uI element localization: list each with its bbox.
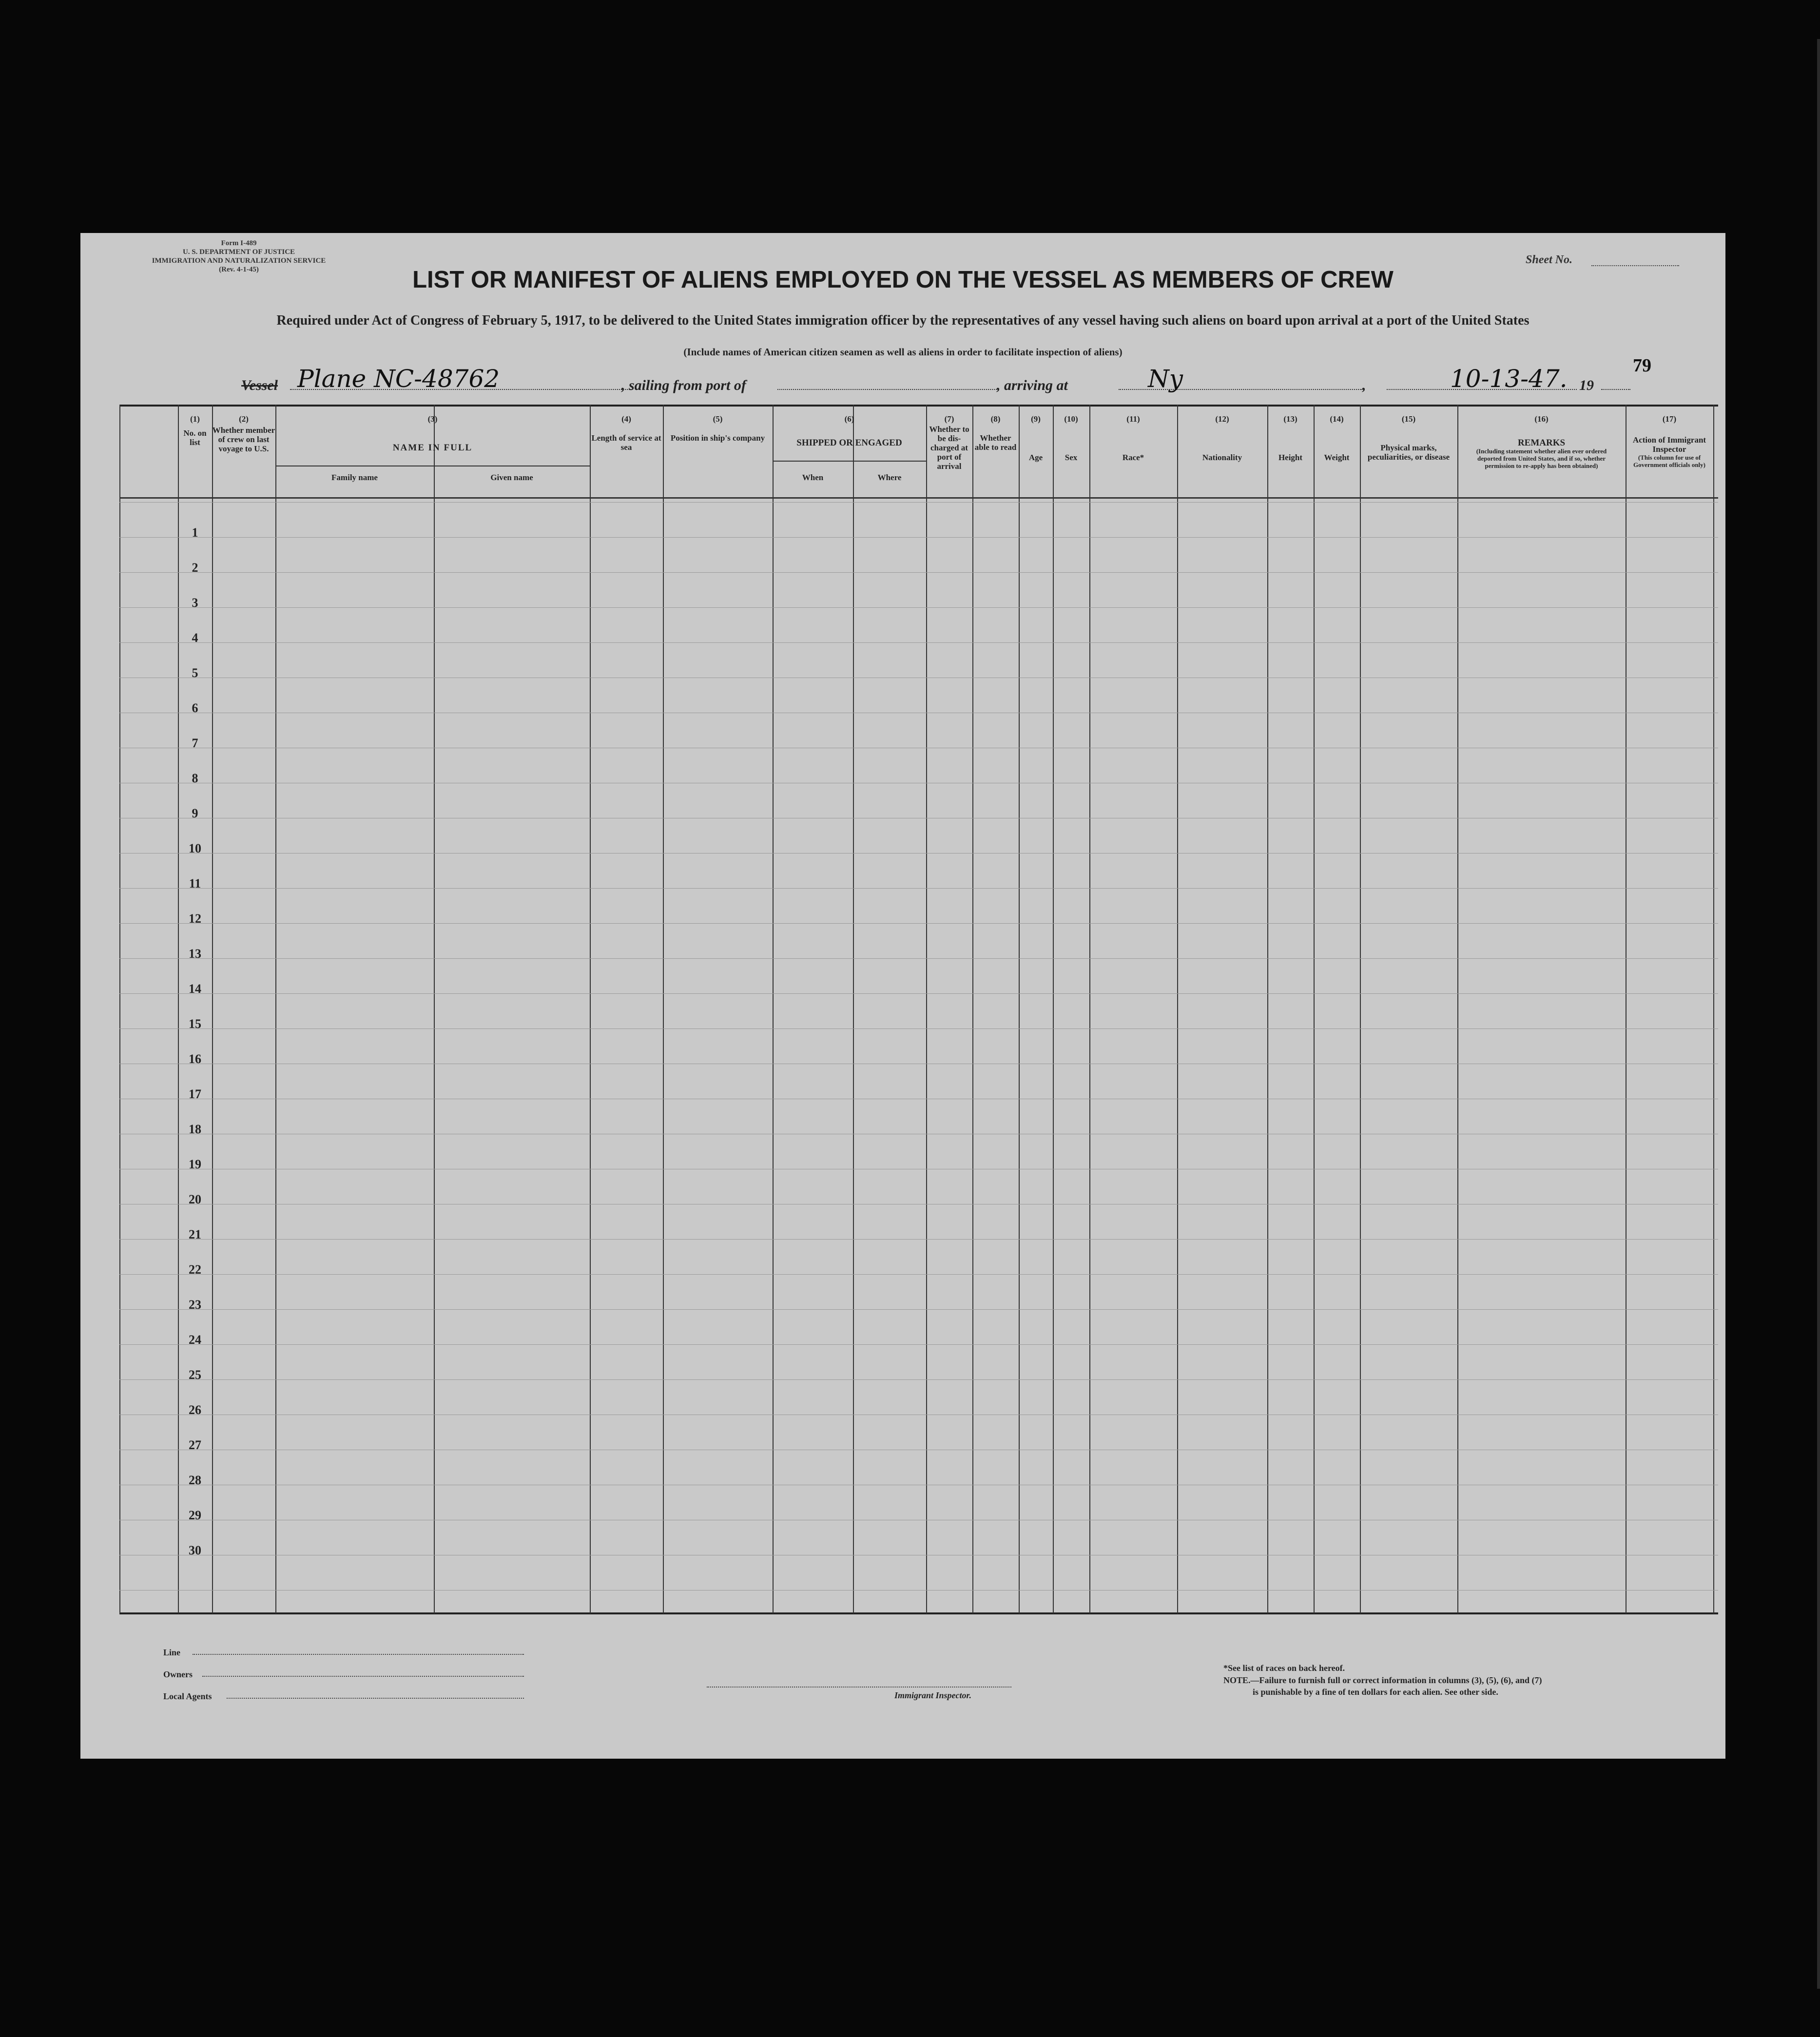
row-rule: [119, 923, 1718, 924]
row-number: 9: [192, 806, 198, 820]
row-number: 29: [189, 1508, 201, 1522]
row-number: 20: [189, 1192, 201, 1206]
row-number: 2: [192, 561, 198, 575]
row-number: 25: [189, 1368, 201, 1382]
revision: (Rev. 4-1-45): [219, 266, 259, 273]
col15-header: (15) Physical marks, peculiarities, or disease: [1367, 414, 1450, 462]
row-number: 26: [189, 1403, 201, 1417]
row-number: 24: [189, 1333, 201, 1347]
row-rule: [119, 888, 1718, 889]
row-rule: [119, 1239, 1718, 1240]
row-number: 6: [192, 701, 198, 715]
row-number: 19: [189, 1157, 201, 1171]
col13-header: (13) Height: [1278, 414, 1303, 462]
sailing-label: , sailing from port of: [621, 377, 746, 393]
row-number: 7: [192, 736, 198, 750]
row-number: 5: [192, 666, 198, 680]
col10-header: (10) Sex: [1064, 414, 1078, 462]
local-agents-label: Local Agents: [163, 1691, 212, 1701]
races-note: *See list of races on back hereof.: [1223, 1663, 1345, 1673]
col16-header: (16) REMARKS (Including statement whether alien ever ordered deported from United States, and if so, whether permission to re-apply has been obtained): [1476, 414, 1607, 469]
row-number: 10: [189, 841, 201, 855]
row-rule: [119, 502, 1718, 503]
line-field[interactable]: [193, 1654, 524, 1655]
year-field[interactable]: [1601, 389, 1630, 390]
row-number: 18: [189, 1122, 201, 1136]
row-rule: [119, 537, 1718, 538]
col4-header: (4) Length of service at sea: [591, 414, 661, 452]
row-number: 15: [189, 1017, 201, 1031]
col5-header: (5) Position in ship's company: [670, 414, 765, 443]
col7-header: (7) Whether to be dis-charged at port of arrival: [929, 414, 969, 471]
col17-header: (17) Action of Immigrant Inspector (This column for use of Government officials only): [1632, 414, 1706, 468]
row-number: 13: [189, 947, 201, 961]
row-number: 14: [189, 982, 201, 996]
row-rule: [119, 1309, 1718, 1310]
row-number: 28: [189, 1473, 201, 1487]
family-name-header: Family name: [331, 473, 378, 482]
given-name-header: Given name: [490, 473, 533, 482]
row-rule: [119, 1274, 1718, 1275]
row-number: 1: [192, 525, 198, 540]
arriving-label: , arriving at: [997, 377, 1068, 393]
sheet-no-label: Sheet No.: [1526, 253, 1572, 266]
page-number: 79: [1633, 355, 1651, 376]
row-number: 17: [189, 1087, 201, 1101]
row-rule: [119, 1028, 1718, 1029]
row-number: 4: [192, 631, 198, 645]
row-rule: [119, 642, 1718, 643]
col1-header: (1) No. on list: [183, 414, 207, 447]
film-edge: [1817, 39, 1820, 1989]
inspector-signature-field[interactable]: [707, 1687, 1011, 1688]
col14-header: (14) Weight: [1324, 414, 1350, 462]
vessel-line: Vessel Plane NC-48762 , sailing from port of , arriving at Ny , 10-13-47. 19: [241, 369, 1655, 398]
row-number: 27: [189, 1438, 201, 1452]
page-subnote: (Include names of American citizen seamen as well as aliens in order to facilitate inspection of aliens): [683, 346, 1123, 358]
row-number: 30: [189, 1543, 201, 1557]
row-rule: [119, 1379, 1718, 1380]
penalty-note-2: is punishable by a fine of ten dollars for each alien. See other side.: [1253, 1687, 1498, 1697]
inspector-label: Immigrant Inspector.: [894, 1690, 972, 1700]
row-number: 11: [189, 876, 201, 891]
row-rule: [119, 572, 1718, 573]
sailing-field[interactable]: [777, 389, 997, 390]
row-number: 8: [192, 771, 198, 785]
row-rule: [119, 1590, 1718, 1591]
row-number: 12: [189, 912, 201, 926]
row-number: 22: [189, 1262, 201, 1277]
form-number: Form I-489: [221, 239, 257, 247]
vessel-label: Vessel: [241, 377, 278, 393]
row-rule: [119, 958, 1718, 959]
year-label: 19: [1579, 377, 1594, 393]
row-number: 3: [192, 596, 198, 610]
row-rule: [119, 993, 1718, 994]
col9-header: (9) Age: [1028, 414, 1043, 462]
col11-header: (11) Race*: [1122, 414, 1144, 462]
row-number: 23: [189, 1298, 201, 1312]
col12-header: (12) Nationality: [1202, 414, 1242, 462]
row-number: 21: [189, 1227, 201, 1242]
service: IMMIGRATION AND NATURALIZATION SERVICE: [152, 257, 326, 265]
row-number: 16: [189, 1052, 201, 1066]
col2-header: (2) Whether member of crew on last voyage to U.S.: [212, 414, 275, 453]
col3-header: (3) NAME IN FULL: [392, 414, 473, 453]
local-agents-field[interactable]: [227, 1698, 524, 1699]
manifest-sheet: [80, 233, 1725, 1759]
date-field[interactable]: 10-13-47.: [1450, 365, 1568, 393]
where-header: Where: [877, 473, 902, 482]
col6-header: (6) SHIPPED OR ENGAGED: [796, 414, 902, 448]
page-subtitle: Required under Act of Congress of February 5, 1917, to be delivered to the United States immigration officer by the representatives of any vessel having such aliens on board upon arrival at a port of the United States: [276, 313, 1530, 328]
row-rule: [119, 853, 1718, 854]
arriving-field[interactable]: Ny: [1148, 365, 1183, 393]
when-header: When: [802, 473, 824, 482]
owners-label: Owners: [163, 1669, 193, 1679]
vessel-field[interactable]: Plane NC-48762: [297, 365, 500, 393]
penalty-note-1: NOTE.—Failure to furnish full or correct information in columns (3), (5), (6), and (7): [1223, 1675, 1542, 1685]
department: U. S. DEPARTMENT OF JUSTICE: [182, 248, 295, 256]
owners-field[interactable]: [202, 1676, 524, 1677]
col8-header: (8) Whether able to read: [974, 414, 1017, 452]
page-title: LIST OR MANIFEST OF ALIENS EMPLOYED ON THE VESSEL AS MEMBERS OF CREW: [412, 267, 1394, 293]
row-rule: [119, 1344, 1718, 1345]
row-rule: [119, 607, 1718, 608]
line-label: Line: [163, 1648, 181, 1657]
crew-table: [119, 405, 1718, 1616]
